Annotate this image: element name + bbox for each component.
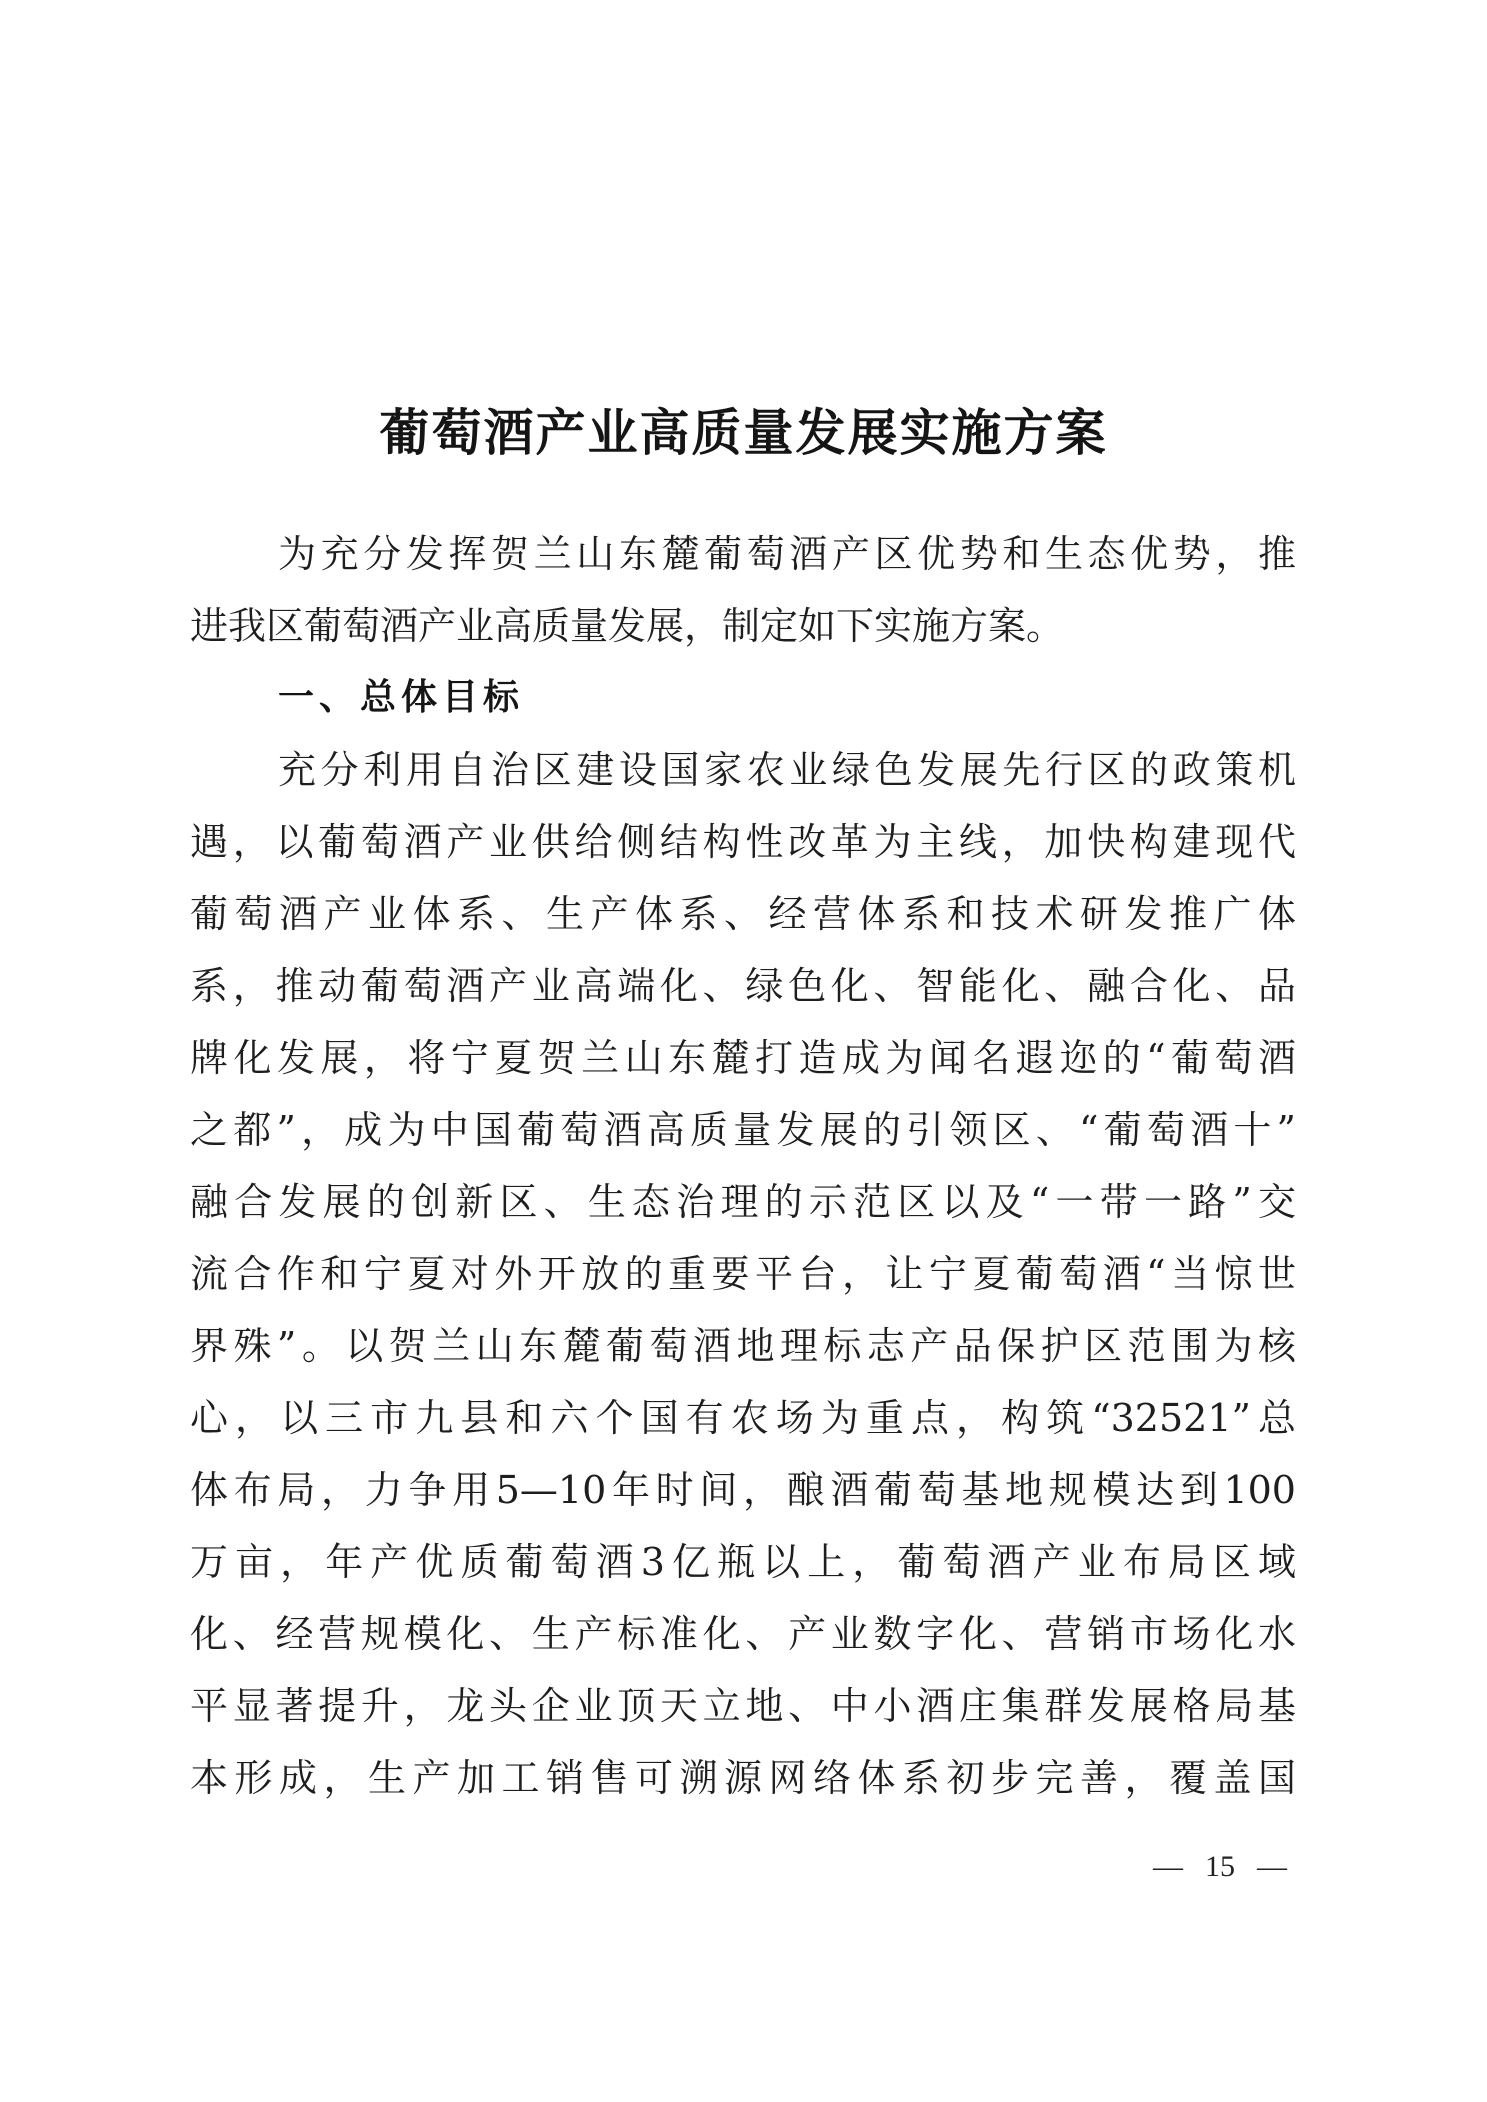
page-number-dash-left: — [1153,1850,1183,1883]
body-line: 万亩，年产优质葡萄酒3亿瓶以上，葡萄酒产业布局区域 [190,1540,1296,1584]
section-heading: 一、总体目标 [278,677,525,718]
intro-line: 进我区葡萄酒产业高质量发展，制定如下实施方案。 [190,604,1065,648]
body-line: 心，以三市九县和六个国有农场为重点，构筑“32521”总 [190,1396,1296,1440]
body-line: 流合作和宁夏对外开放的重要平台，让宁夏葡萄酒“当惊世 [190,1252,1296,1296]
page-number-dash-right: — [1257,1850,1287,1883]
body-line: 遇，以葡萄酒产业供给侧结构性改革为主线，加快构建现代 [190,820,1296,864]
body-line: 融合发展的创新区、生态治理的示范区以及“一带一路”交 [190,1180,1296,1224]
body-line: 充分利用自治区建设国家农业绿色发展先行区的政策机 [278,748,1296,792]
page-number-value: 15 [1205,1850,1235,1883]
document-title: 葡萄酒产业高质量发展实施方案 [379,403,1108,462]
body-line: 化、经营规模化、生产标准化、产业数字化、营销市场化水 [190,1612,1296,1656]
body-line: 葡萄酒产业体系、生产体系、经营体系和技术研发推广体 [190,892,1296,936]
body-line: 之都”，成为中国葡萄酒高质量发展的引领区、“葡萄酒十” [190,1108,1296,1152]
body-line: 系，推动葡萄酒产业高端化、绿色化、智能化、融合化、品 [190,964,1296,1008]
body-line: 平显著提升，龙头企业顶天立地、中小酒庄集群发展格局基 [190,1684,1296,1728]
page-number [1120,1842,1320,1892]
intro-line: 为充分发挥贺兰山东麓葡萄酒产区优势和生态优势，推 [278,532,1296,576]
body-line: 体布局，力争用5—10年时间，酿酒葡萄基地规模达到100 [190,1468,1296,1512]
body-line: 牌化发展，将宁夏贺兰山东麓打造成为闻名遐迩的“葡萄酒 [190,1036,1296,1080]
body-line: 本形成，生产加工销售可溯源网络体系初步完善，覆盖国 [190,1756,1296,1800]
body-line: 界殊”。以贺兰山东麓葡萄酒地理标志产品保护区范围为核 [190,1324,1296,1368]
